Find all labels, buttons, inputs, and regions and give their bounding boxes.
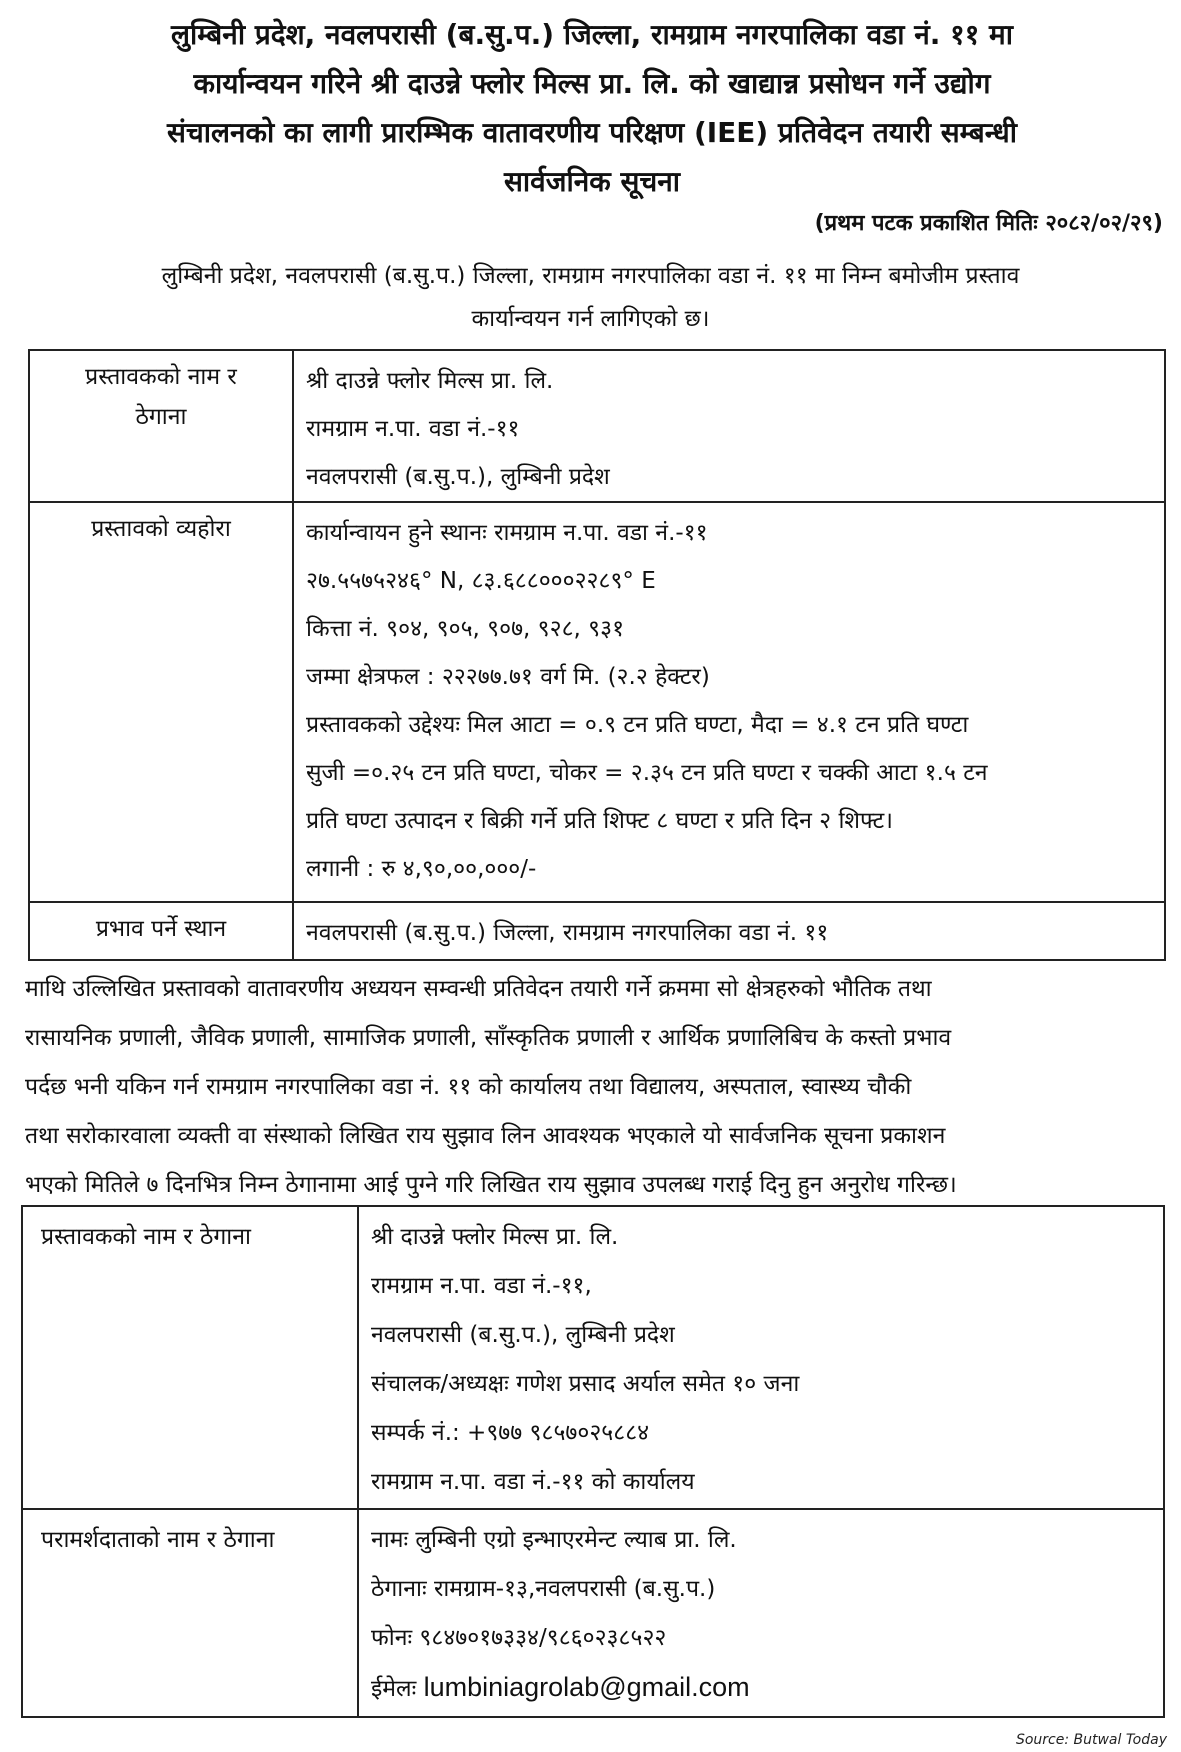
table-row <box>29 902 1165 960</box>
intro-line: लुम्बिनी प्रदेश, नवलपरासी (ब.सु.प.) जिल्ला, रामग्राम नगरपालिका वडा नं. ११ मा निम्न बमोजीम प्रस्ताव <box>161 263 1020 289</box>
contact-table <box>21 1205 1165 1718</box>
table-row <box>22 1206 1164 1509</box>
phone-line: फोनः ९८४७०१७३३४/९८६०२३८५२२ <box>371 1625 667 1651</box>
paragraph-line: पर्दछ भनी यकिन गर्न रामग्राम नगरपालिका वडा नं. ११ को कार्यालय तथा विद्यालय, अस्पताल, स्वास्थ्य चौकी <box>25 1074 912 1100</box>
investment-line: लगानी : रु ४,९०,००,०००/- <box>306 856 537 882</box>
value-line: कित्ता नं. ९०४, ९०५, ९०७, ९२८, ९३१ <box>306 616 625 642</box>
consultant-value <box>358 1509 1164 1717</box>
table-row <box>29 502 1165 902</box>
value-line: नवलपरासी (ब.सु.प.), लुम्बिनी प्रदेश <box>371 1322 675 1348</box>
value-line: संचालक/अध्यक्षः गणेश प्रसाद अर्याल समेत १० जना <box>371 1371 800 1397</box>
value-line: ठेगानाः रामग्राम-१३,नवलपरासी (ब.सु.प.) <box>371 1576 716 1602</box>
label-line: प्रस्तावको व्यहोरा <box>91 516 231 542</box>
value-line: रामग्राम न.पा. वडा नं.-११ <box>306 416 520 442</box>
impact-area-label <box>29 902 293 960</box>
value-line: प्रस्तावकको उद्देश्यः मिल आटा = ०.९ टन प्रति घण्टा, मैदा = ४.१ टन प्रति घण्टा <box>306 712 969 738</box>
value-line: श्री दाउन्ने फ्लोर मिल्स प्रा. लि. <box>306 368 554 394</box>
value-line: नवलपरासी (ब.सु.प.) जिल्ला, रामग्राम नगरपालिका वडा नं. ११ <box>306 920 829 946</box>
proposal-details-label <box>29 502 293 902</box>
email-link[interactable]: lumbiniagrolab@gmail.com <box>423 1672 750 1702</box>
notice-paragraph <box>25 965 1165 1210</box>
table-row <box>29 350 1165 502</box>
proposal-details-value <box>293 502 1165 902</box>
email-line <box>371 1663 1163 1714</box>
intro-text <box>28 255 1153 341</box>
value-line: जम्मा क्षेत्रफल : २२२७७.७१ वर्ग मि. (२.२ हेक्टर) <box>306 664 710 690</box>
consultant-label: परामर्शदाताको नाम र ठेगाना <box>22 1509 358 1717</box>
phone-line: सम्पर्क नं.: +९७७ ९८५७०२५८८४ <box>371 1420 650 1446</box>
value-line: श्री दाउन्ने फ्लोर मिल्स प्रा. लि. <box>371 1224 619 1250</box>
paragraph-line: तथा सरोकारवाला व्यक्ती वा संस्थाको लिखित राय सुझाव लिन आवश्यक भएकाले यो सार्वजनिक सूचना प्रकाशन <box>25 1123 946 1149</box>
value-line: नामः लुम्बिनी एग्रो इन्भाएरमेन्ट ल्याब प्रा. लि. <box>371 1527 737 1553</box>
value-line: नवलपरासी (ब.सु.प.), लुम्बिनी प्रदेश <box>306 464 610 490</box>
value-line: प्रति घण्टा उत्पादन र बिक्री गर्ने प्रति शिफ्ट ८ घण्टा र प्रति दिन २ शिफ्ट। <box>306 808 893 834</box>
title-line: संचालनको का लागी प्रारम्भिक वातावरणीय परिक्षण (IEE) प्रतिवेदन तयारी सम्बन्धी <box>167 116 1017 149</box>
proponent-contact-label: प्रस्तावकको नाम र ठेगाना <box>22 1206 358 1509</box>
table-row <box>22 1509 1164 1717</box>
paragraph-line: माथि उल्लिखित प्रस्तावको वातावरणीय अध्ययन सम्वन्धी प्रतिवेदन तयारी गर्ने क्रममा सो क्षेत्रहरुको भौतिक तथा <box>25 976 932 1002</box>
coordinates-line: २७.५५७५२४६° N, ८३.६८८०००२२८९° E <box>306 568 656 594</box>
publication-date: (प्रथम पटक प्रकाशित मितिः २०८२/०२/२९) <box>814 211 1163 236</box>
paragraph-line: रासायनिक प्रणाली, जैविक प्रणाली, सामाजिक प्रणाली, साँस्कृतिक प्रणाली र आर्थिक प्रणालिबिच के कस्तो प्रभाव <box>25 1025 952 1051</box>
value-line: रामग्राम न.पा. वडा नं.-११ को कार्यालय <box>371 1469 695 1495</box>
proponent-contact-value <box>358 1206 1164 1509</box>
label-line: प्रस्तावकको नाम र <box>85 364 237 390</box>
value-line: रामग्राम न.पा. वडा नं.-११, <box>371 1273 592 1299</box>
value-line: कार्यान्वायन हुने स्थानः रामग्राम न.पा. वडा नं.-११ <box>306 520 708 546</box>
source-credit: Source: Butwal Today <box>1015 1732 1167 1748</box>
label-line: ठेगाना <box>135 404 187 430</box>
proponent-label <box>29 350 293 502</box>
notice-title <box>22 10 1162 206</box>
impact-area-value <box>293 902 1165 960</box>
paragraph-line: भएको मितिले ७ दिनभित्र निम्न ठेगानामा आई पुग्ने गरि लिखित राय सुझाव उपलब्ध गराई दिनु हुन अनुरोध गरिन्छ। <box>25 1172 957 1198</box>
email-label: ईमेलः <box>371 1676 424 1702</box>
title-line: कार्यान्वयन गरिने श्री दाउन्ने फ्लोर मिल्स प्रा. लि. को खाद्यान्न प्रसोधन गर्ने उद्योग <box>193 67 991 100</box>
intro-line: कार्यान्वयन गर्न लागिएको छ। <box>471 306 710 332</box>
proposal-table <box>28 349 1166 961</box>
proponent-value <box>293 350 1165 502</box>
value-line: सुजी =०.२५ टन प्रति घण्टा, चोकर = २.३५ टन प्रति घण्टा र चक्की आटा १.५ टन <box>306 760 988 786</box>
title-line: लुम्बिनी प्रदेश, नवलपरासी (ब.सु.प.) जिल्ला, रामग्राम नगरपालिका वडा नं. ११ मा <box>170 18 1014 51</box>
label-line: प्रभाव पर्ने स्थान <box>95 916 227 942</box>
title-line: सार्वजनिक सूचना <box>503 165 681 198</box>
